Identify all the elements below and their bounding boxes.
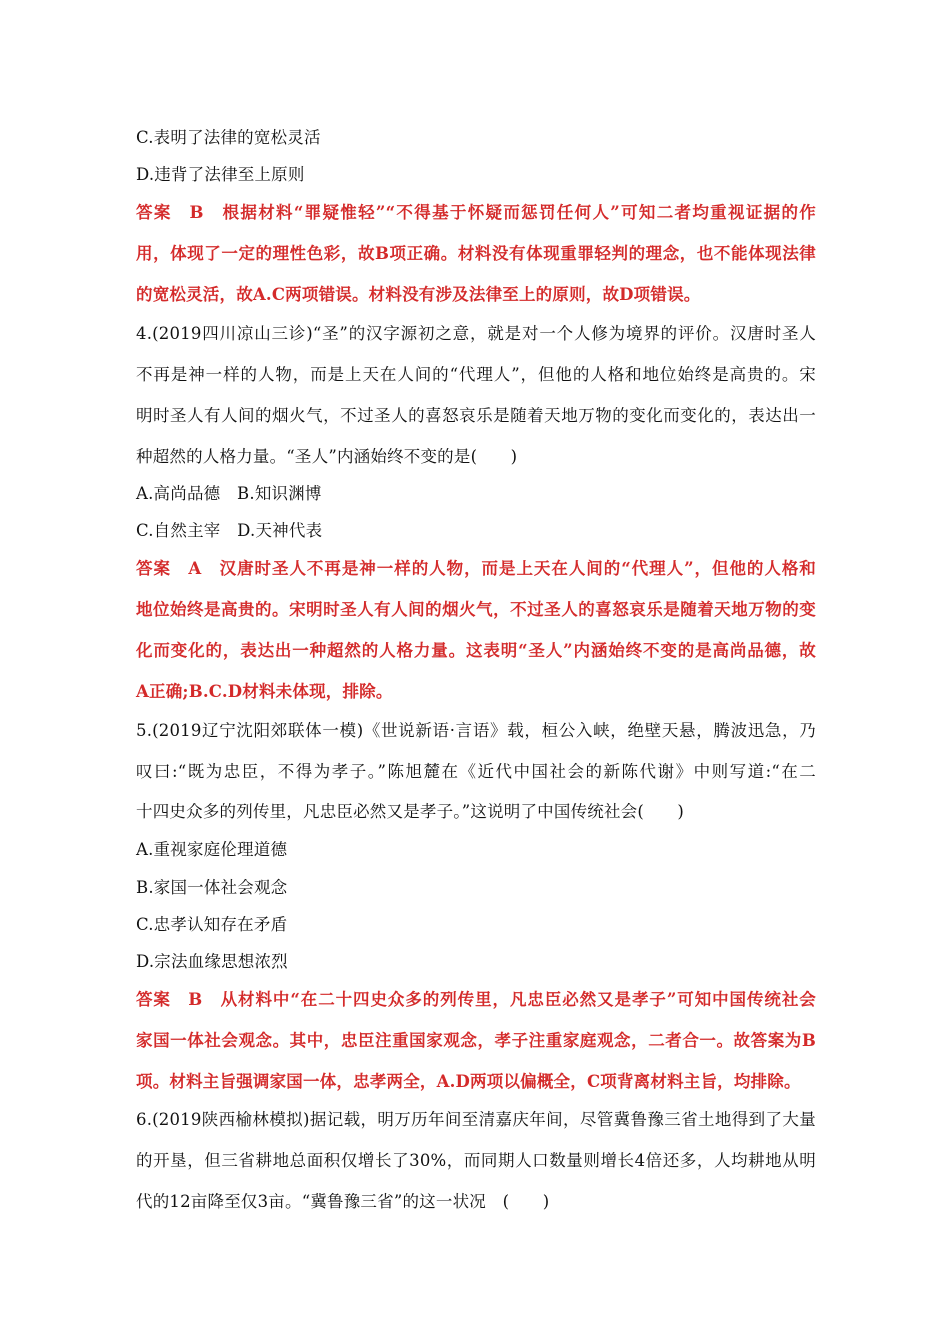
answer-q5-line1: 答案 B 从材料中“在二十四史众多的列传里，凡忠臣必然又是孝子”可知中国传统社会 [136, 990, 816, 1009]
answer-q4-line1: 答案 A 汉唐时圣人不再是神一样的人物，而是上天在人间的“代理人”，但他的人格和 [136, 559, 816, 578]
option-d-q5: D.宗法血缘思想浓烈 [136, 952, 288, 971]
answer-q5-line3: 项。材料主旨强调家国一体，忠孝两全，A.D两项以偏概全，C项背离材料主旨，均排除。 [136, 1072, 801, 1091]
option-b-q5: B.家国一体社会观念 [136, 878, 288, 897]
answer-q3-line3: 的宽松灵活，故A.C两项错误。材料没有涉及法律至上的原则，故D项错误。 [136, 285, 701, 304]
answer-q3-line1: 答案 B 根据材料“罪疑惟轻”“不得基于怀疑而惩罚任何人”可知二者均重视证据的作 [136, 203, 816, 222]
question-5-line3: 十四史众多的列传里，凡忠臣必然又是孝子。”这说明了中国传统社会( ) [136, 802, 685, 821]
answer-q4-line4: A正确;B.C.D材料未体现，排除。 [136, 682, 393, 701]
answer-q4-line2: 地位始终是高贵的。宋明时圣人有人间的烟火气，不过圣人的喜怒哀乐是随着天地万物的变 [136, 600, 816, 619]
question-4-line1: 4.(2019四川凉山三诊)“圣”的汉字源初之意，就是对一个人修为境界的评价。汉唐时圣人 [136, 324, 816, 343]
answer-q4-line3: 化而变化的，表达出一种超然的人格力量。这表明“圣人”内涵始终不变的是高尚品德，故 [136, 641, 816, 660]
question-6-line1: 6.(2019陕西榆林模拟)据记载，明万历年间至清嘉庆年间，尽管冀鲁豫三省土地得到了大量 [136, 1110, 816, 1129]
question-6-line2: 的开垦，但三省耕地总面积仅增长了30%，而同期人口数量则增长4倍还多，人均耕地从明 [136, 1151, 816, 1170]
question-4-line3: 明时圣人有人间的烟火气，不过圣人的喜怒哀乐是随着天地万物的变化而变化的，表达出一 [136, 406, 816, 425]
question-4-line4: 种超然的人格力量。“圣人”内涵始终不变的是( ) [136, 447, 518, 466]
question-5-line1: 5.(2019辽宁沈阳郊联体一模)《世说新语·言语》载，桓公入峡，绝壁天悬，腾波迅急，乃 [136, 721, 816, 740]
option-d-q3: D.违背了法律至上原则 [136, 165, 305, 184]
options-cd-q4: C.自然主宰 D.天神代表 [136, 521, 323, 540]
option-a-q5: A.重视家庭伦理道德 [136, 840, 288, 859]
options-ab-q4: A.高尚品德 B.知识渊博 [136, 484, 322, 503]
question-6-line3: 代的12亩降至仅3亩。“冀鲁豫三省”的这一状况 ( ) [136, 1192, 550, 1211]
option-c-q5: C.忠孝认知存在矛盾 [136, 915, 288, 934]
option-c-q3: C.表明了法律的宽松灵活 [136, 128, 321, 147]
question-4-line2: 不再是神一样的人物，而是上天在人间的“代理人”，但他的人格和地位始终是高贵的。宋 [136, 365, 816, 384]
question-5-line2: 叹曰:“既为忠臣，不得为孝子。”陈旭麓在《近代中国社会的新陈代谢》中则写道:“在二 [136, 762, 816, 781]
answer-q3-line2: 用，体现了一定的理性色彩，故B项正确。材料没有体现重罪轻判的理念，也不能体现法律 [136, 244, 816, 263]
answer-q5-line2: 家国一体社会观念。其中，忠臣注重国家观念，孝子注重家庭观念，二者合一。故答案为B [136, 1031, 816, 1050]
